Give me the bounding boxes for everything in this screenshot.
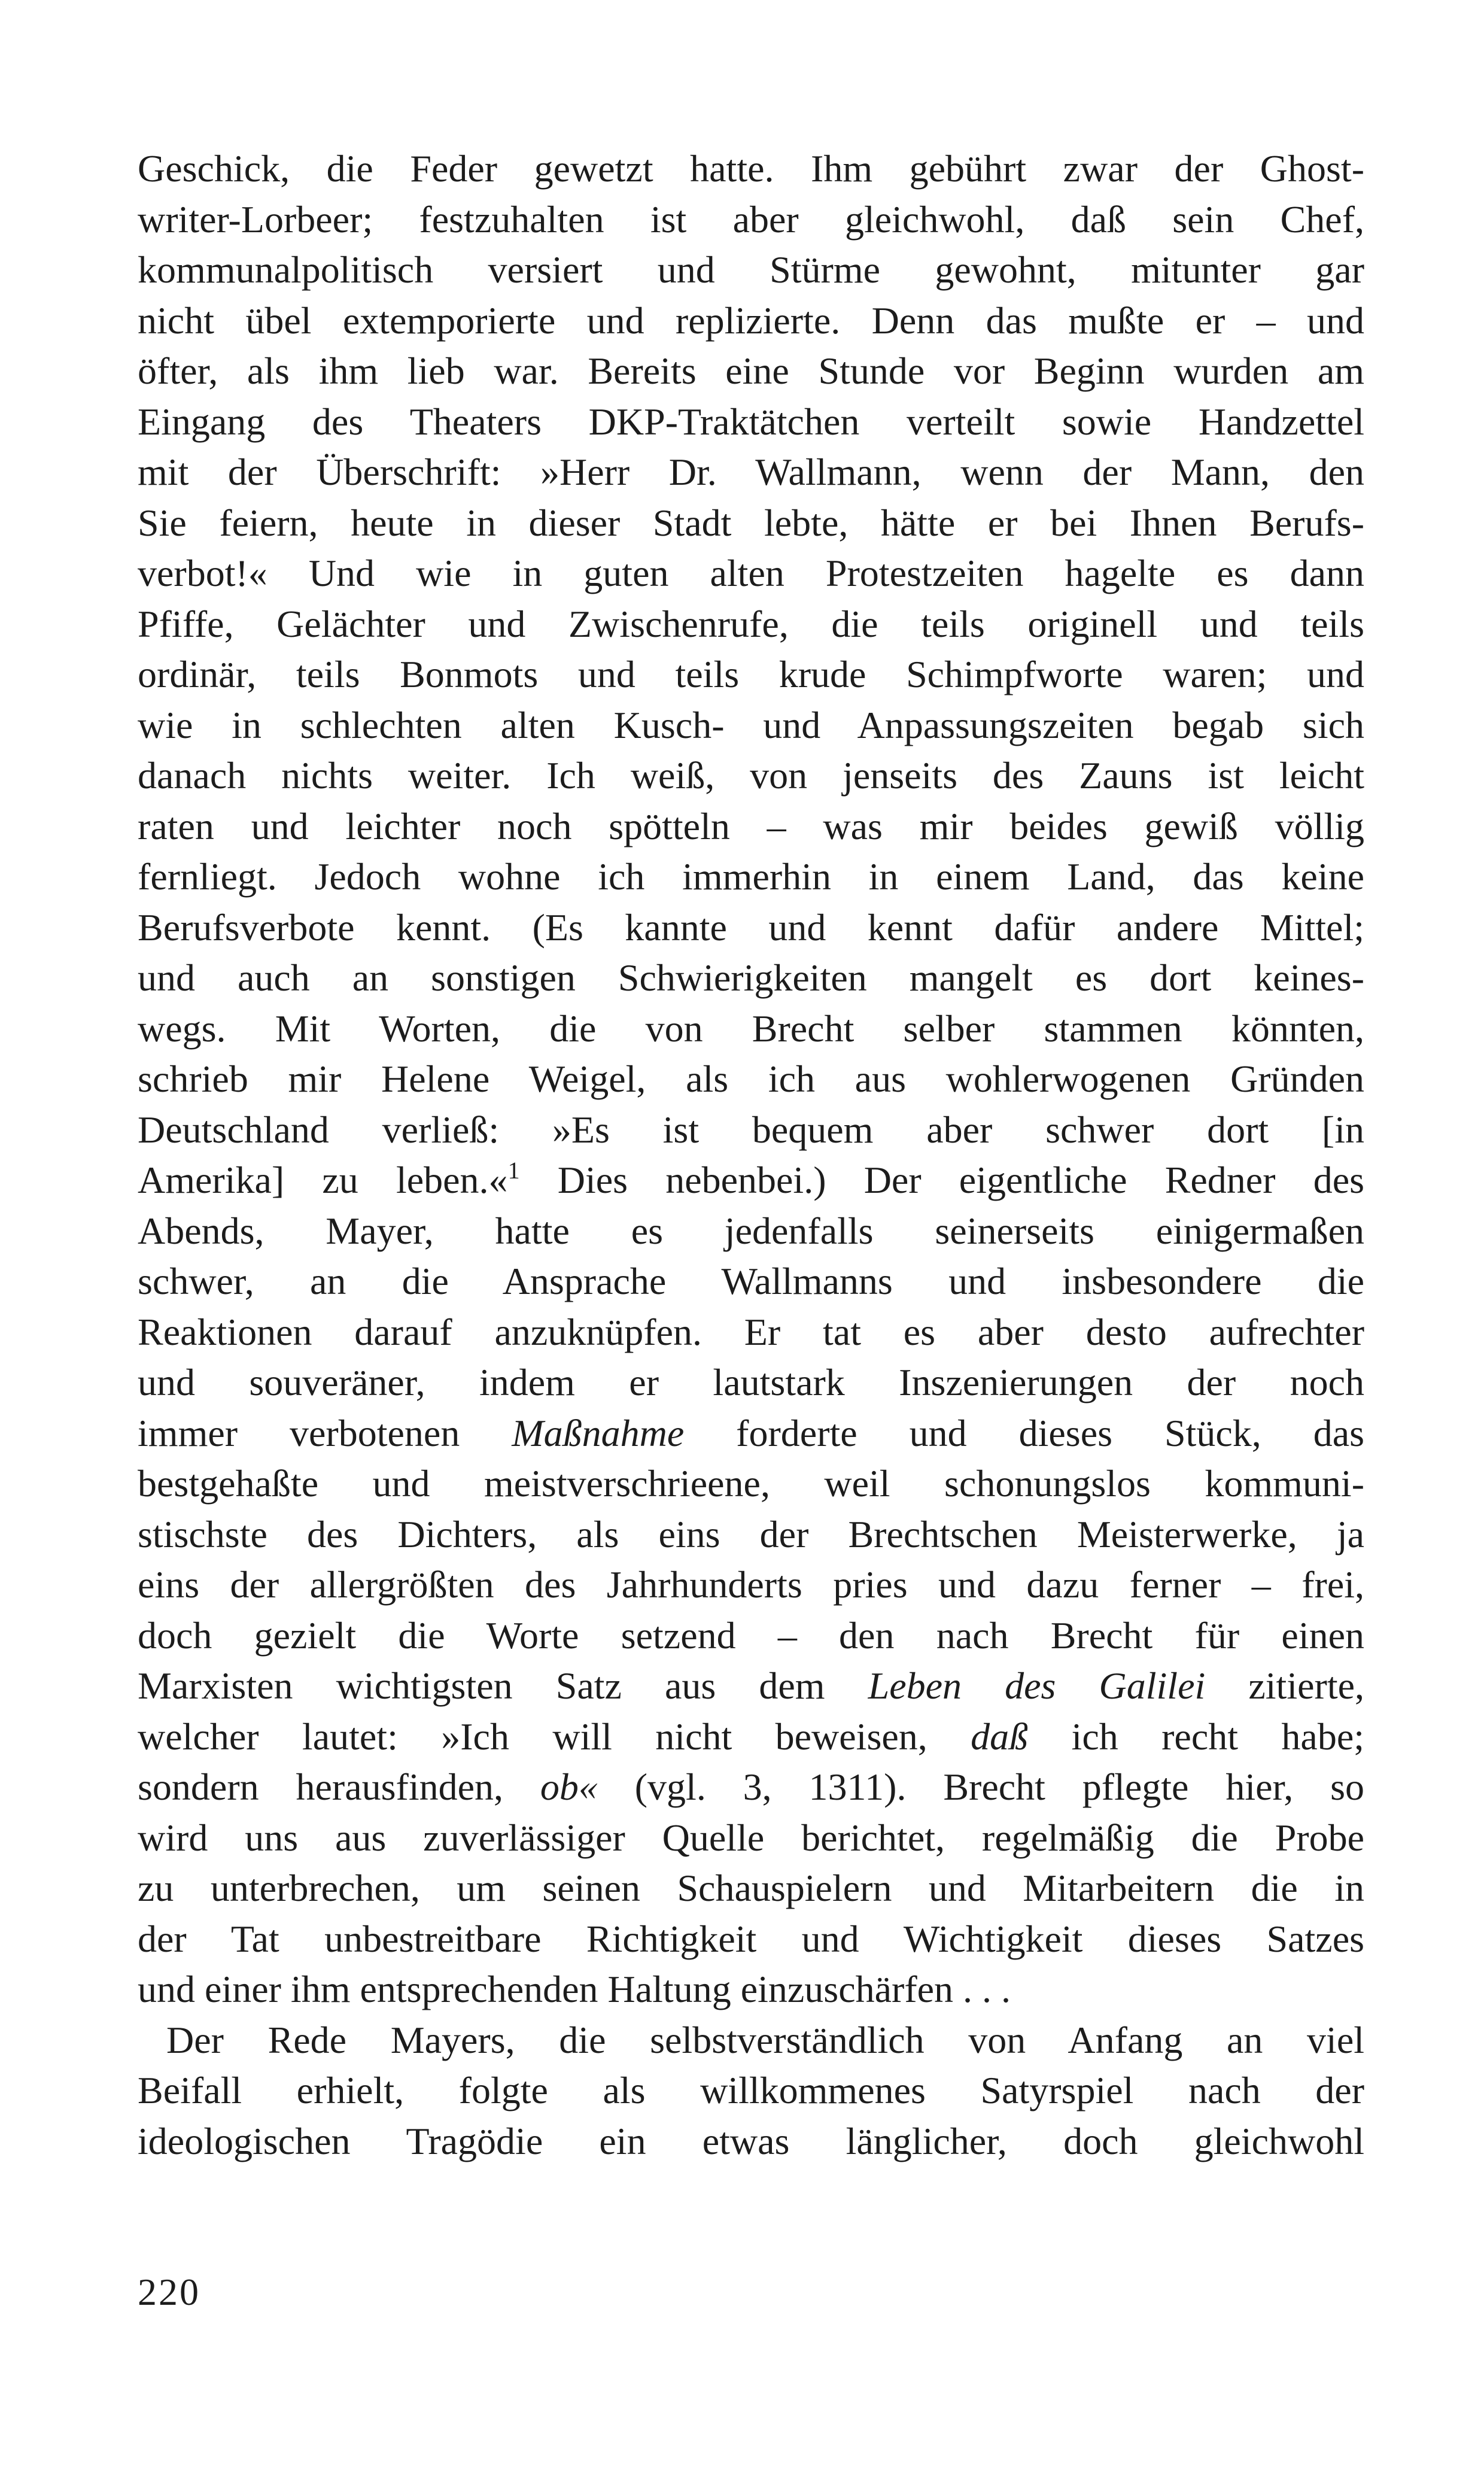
- text-segment: immer verbotenen: [138, 1411, 512, 1454]
- text-line: [138, 1408, 1364, 1459]
- text-segment: wie in schlechten alten Kusch- und Anpassungszeiten begab sich: [138, 703, 1364, 746]
- text-line: [138, 346, 1364, 397]
- text-segment: zu unterbrechen, um seinen Schauspielern und Mitarbeitern die in: [138, 1867, 1364, 1909]
- text-line: [138, 548, 1364, 599]
- text-segment: ordinär, teils Bonmots und teils krude Schimpfworte waren; und: [138, 653, 1364, 695]
- text-segment: öfter, als ihm lieb war. Bereits eine Stunde vor Beginn wurden am: [138, 350, 1364, 392]
- text-segment: schwer, an die Ansprache Wallmanns und insbesondere die: [138, 1260, 1364, 1302]
- text-segment: Berufsverbote kennt. (Es kannte und kennt dafür andere Mittel;: [138, 906, 1364, 949]
- text-segment: fernliegt. Jedoch wohne ich immerhin in einem Land, das keine: [138, 855, 1364, 898]
- text-line: [138, 245, 1364, 296]
- text-segment: (vgl. 3, 1311). Brecht pflegte hier, so: [597, 1766, 1365, 1808]
- text-line: [138, 700, 1364, 751]
- text-line: [138, 903, 1364, 953]
- text-line: [138, 1611, 1364, 1661]
- text-segment: Der Rede Mayers, die selbstverständlich von Anfang an viel: [166, 2018, 1364, 2061]
- text-segment: eins der allergrößten des Jahrhunderts pries und dazu ferner – frei,: [138, 1563, 1364, 1606]
- footnote-marker: 1: [507, 1157, 520, 1184]
- text-segment: schrieb mir Helene Weigel, als ich aus wohlerwogenen Gründen: [138, 1058, 1364, 1100]
- italic-text: Maßnahme: [512, 1411, 685, 1454]
- text-line: [138, 1914, 1364, 1965]
- text-segment: der Tat unbestreitbare Richtigkeit und Wichtigkeit dieses Satzes: [138, 1917, 1364, 1960]
- text-line: [138, 1863, 1364, 1914]
- italic-text: Leben des Galilei: [868, 1664, 1206, 1707]
- text-segment: bestgehaßte und meistverschrieene, weil schonungslos kommuni-: [138, 1462, 1364, 1505]
- text-line: [138, 751, 1364, 801]
- text-segment: forderte und dieses Stück, das: [684, 1411, 1365, 1454]
- text-segment: verbot!« Und wie in guten alten Protestzeiten hagelte es dann: [138, 552, 1364, 594]
- text-line: [138, 498, 1364, 549]
- text-line: [138, 2116, 1364, 2167]
- text-segment: kommunalpolitisch versiert und Stürme gewohnt, mitunter gar: [138, 248, 1364, 291]
- text-segment: Dies nebenbei.) Der eigentliche Redner des: [519, 1159, 1365, 1201]
- text-line: [138, 1762, 1364, 1813]
- text-line: [138, 2015, 1364, 2066]
- text-line: [138, 1206, 1364, 1257]
- text-segment: ich recht habe;: [1028, 1715, 1365, 1758]
- text-line: [138, 397, 1364, 448]
- text-segment: Beifall erhielt, folgte als willkommenes Satyrspiel nach der: [138, 2069, 1364, 2111]
- text-line: [138, 1307, 1364, 1358]
- text-line: [138, 447, 1364, 498]
- text-segment: danach nichts weiter. Ich weiß, von jenseits des Zauns ist leicht: [138, 754, 1364, 797]
- text-line: [138, 1004, 1364, 1055]
- italic-text: daß: [971, 1715, 1029, 1758]
- text-line: [138, 599, 1364, 650]
- text-segment: Pfiffe, Gelächter und Zwischenrufe, die teils originell und teils: [138, 602, 1364, 645]
- page-number: 220: [138, 2271, 200, 2313]
- text-segment: zitierte,: [1205, 1664, 1364, 1707]
- text-segment: und einer ihm entsprechenden Haltung einzuschärfen . . .: [138, 1968, 1011, 2010]
- italic-text: ob«: [540, 1766, 598, 1808]
- text-segment: wird uns aus zuverlässiger Quelle berichtet, regelmäßig die Probe: [138, 1816, 1364, 1859]
- text-line: [138, 1054, 1364, 1105]
- text-segment: Amerika] zu leben.«: [138, 1159, 508, 1201]
- text-line: [138, 2065, 1364, 2116]
- text-line: [138, 1256, 1364, 1307]
- text-line: [138, 801, 1364, 852]
- text-segment: welcher lautet: »Ich will nicht beweisen,: [138, 1715, 971, 1758]
- text-line: [138, 1661, 1364, 1712]
- text-segment: ideologischen Tragödie ein etwas länglicher, doch gleichwohl: [138, 2119, 1364, 2162]
- text-line: [138, 1560, 1364, 1611]
- text-segment: Reaktionen darauf anzuknüpfen. Er tat es aber desto aufrechter: [138, 1310, 1364, 1353]
- text-line: [138, 1459, 1364, 1509]
- text-line: [138, 1105, 1364, 1156]
- text-segment: writer-Lorbeer; festzuhalten ist aber gleichwohl, daß sein Chef,: [138, 198, 1364, 241]
- text-line: [138, 1509, 1364, 1560]
- text-segment: mit der Überschrift: »Herr Dr. Wallmann, wenn der Mann, den: [138, 451, 1364, 493]
- text-segment: und auch an sonstigen Schwierigkeiten mangelt es dort keines-: [138, 956, 1364, 999]
- text-line: [138, 852, 1364, 903]
- text-segment: nicht übel extemporierte und replizierte. Denn das mußte er – und: [138, 299, 1364, 342]
- text-line: [138, 953, 1364, 1004]
- text-line: [138, 649, 1364, 700]
- text-line: [138, 1712, 1364, 1763]
- body-text: [138, 144, 1364, 2167]
- text-segment: Geschick, die Feder gewetzt hatte. Ihm gebührt zwar der Ghost-: [138, 147, 1364, 190]
- text-segment: und souveräner, indem er lautstark Inszenierungen der noch: [138, 1361, 1364, 1403]
- text-segment: sondern herausfinden,: [138, 1766, 540, 1808]
- text-line: [138, 1357, 1364, 1408]
- text-line: [138, 1964, 1364, 2015]
- text-segment: Abends, Mayer, hatte es jedenfalls seinerseits einigermaßen: [138, 1209, 1364, 1252]
- text-segment: Eingang des Theaters DKP-Traktätchen verteilt sowie Handzettel: [138, 400, 1364, 443]
- text-segment: stischste des Dichters, als eins der Brechtschen Meisterwerke, ja: [138, 1512, 1364, 1555]
- text-line: [138, 296, 1364, 347]
- text-segment: Marxisten wichtigsten Satz aus dem: [138, 1664, 868, 1707]
- text-line: [138, 195, 1364, 245]
- text-segment: doch gezielt die Worte setzend – den nach Brecht für einen: [138, 1614, 1364, 1657]
- text-segment: Deutschland verließ: »Es ist bequem aber schwer dort [in: [138, 1108, 1364, 1151]
- text-line: [138, 1813, 1364, 1864]
- text-segment: wegs. Mit Worten, die von Brecht selber stammen könnten,: [138, 1007, 1364, 1050]
- text-segment: Sie feiern, heute in dieser Stadt lebte, hätte er bei Ihnen Berufs-: [138, 501, 1364, 544]
- text-line: [138, 1155, 1364, 1206]
- text-segment: raten und leichter noch spötteln – was mir beides gewiß völlig: [138, 804, 1364, 847]
- text-line: [138, 144, 1364, 195]
